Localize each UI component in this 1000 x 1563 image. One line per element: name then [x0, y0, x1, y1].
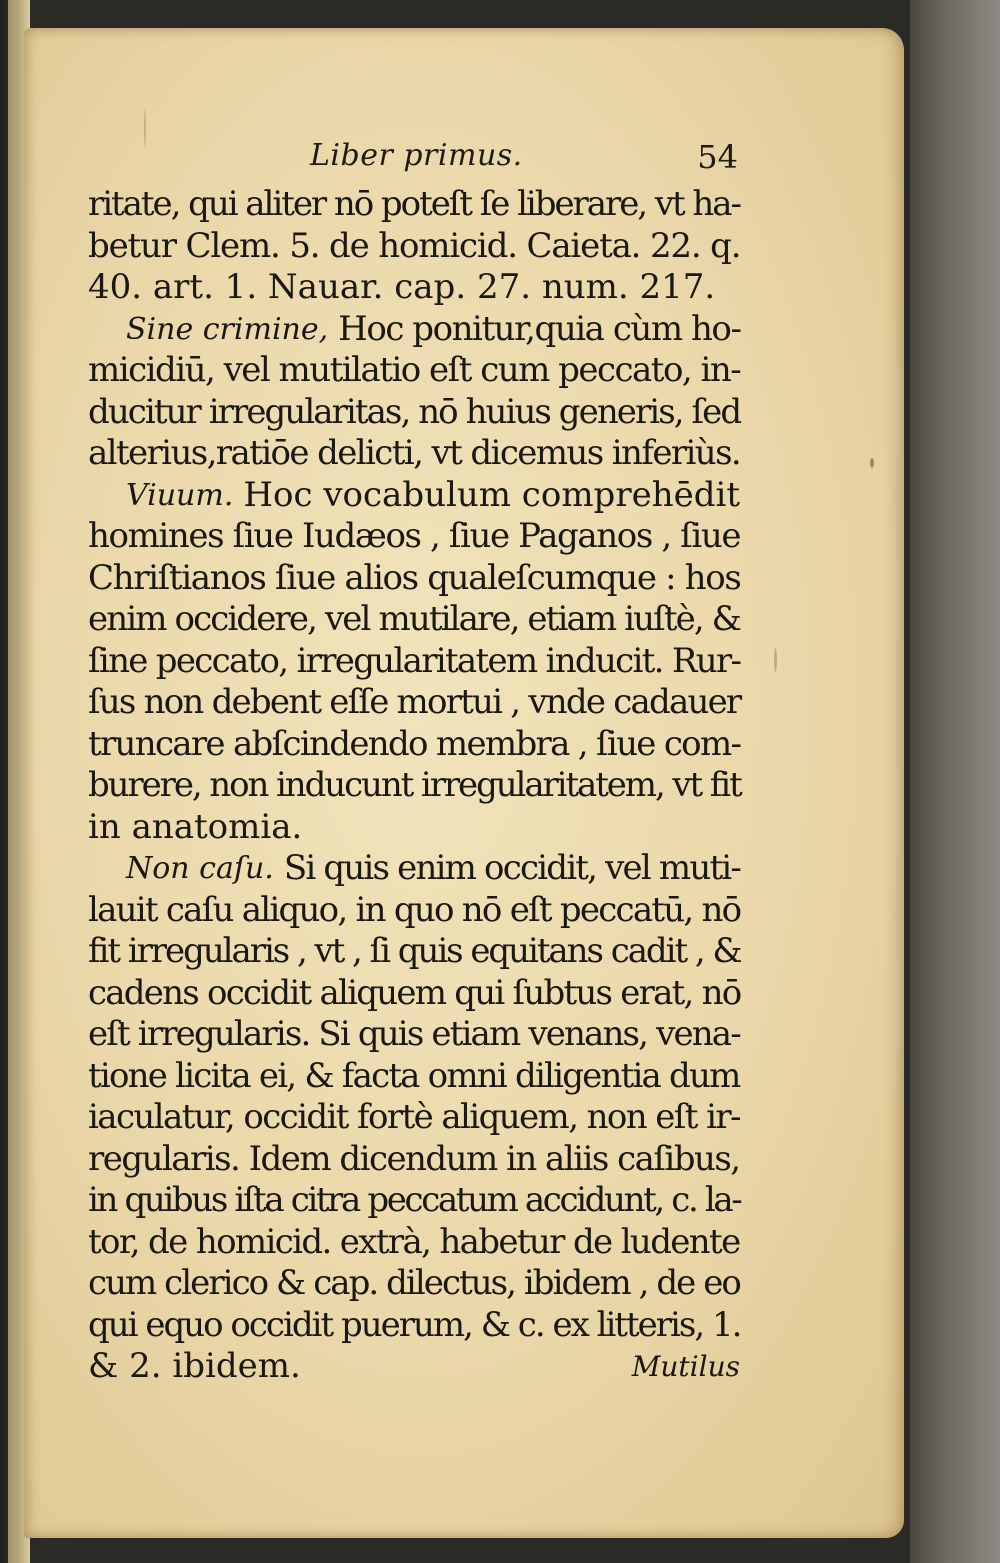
text-line: in quibus iſta citra peccatum accidunt, c. la- — [88, 1180, 741, 1220]
running-title: Liber primus. — [310, 138, 523, 173]
text-line: cum clerico & cap. dilectus, ibidem , de eo — [88, 1263, 740, 1303]
text-line: eſt irregularis. Si quis etiam venans, vena- — [88, 1014, 740, 1054]
lemma-viuum: Viuum. — [126, 477, 234, 513]
running-head — [88, 138, 738, 178]
text-line: Chriſtianos ſiue alios qualeſcumque : hos — [88, 557, 741, 598]
text-line: enim occidere, vel mutilare, etiam iuſtè, & — [88, 599, 741, 639]
text-line: ritate, qui aliter nō poteſt ſe liberare, vt ha- — [88, 184, 740, 224]
text-line: lauit caſu aliquo, in quo nō eſt peccatū, nō — [88, 889, 741, 930]
scan-background-right — [910, 0, 1000, 1563]
text-line: homines ſiue Iudæos , ſiue Paganos , ſiue — [88, 516, 741, 556]
paper-blemish — [870, 458, 874, 468]
paragraph-first-line: Viuum. Hoc vocabulum comprehēdit — [126, 474, 741, 515]
lemma-non-casu: Non caſu. — [126, 851, 274, 886]
text-line: 40. art. 1. Nauar. cap. 27. num. 217. — [88, 267, 716, 307]
text-line: burere, non inducunt irregularitatem, vt fit — [88, 765, 741, 805]
text-line: truncare abſcindendo membra , ſiue com- — [88, 723, 741, 764]
text-line: qui equo occidit puerum, & c. ex litteris, 1. — [88, 1304, 741, 1345]
paragraph-first-line: Sine crimine, Hoc ponitur,quia cùm ho- — [126, 308, 741, 349]
text-line: fit irregularis , vt , ſi quis equitans cadit , & — [88, 931, 741, 971]
body-text — [88, 184, 740, 1388]
lemma-sine-crimine: Sine crimine, — [126, 311, 329, 347]
text-line: alterius,ratiōe delicti, vt dicemus inferiùs. — [88, 433, 741, 473]
text-line: regularis. Idem dicendum in aliis caſibus, — [88, 1138, 740, 1179]
text-line: betur Clem. 5. de homicid. Caieta. 22. q. — [88, 225, 741, 266]
text-line: in anatomia. — [88, 806, 303, 847]
text-line: tor, de homicid. extrà, habetur de ludente — [88, 1221, 740, 1262]
closing-text: & 2. ibidem. — [88, 1346, 301, 1386]
paper-blemish — [774, 648, 777, 672]
catchword: Mutilus — [631, 1350, 740, 1383]
text-line: micidiū, vel mutilatio eſt cum peccato, in- — [88, 350, 741, 390]
paragraph-first-line: Non caſu. Si quis enim occidit, vel muti- — [126, 848, 741, 888]
text-line: ducitur irregularitas, nō huius generis, ſed — [88, 391, 741, 432]
text-line: ſine peccato, irregularitatem inducit. Rur- — [88, 640, 741, 681]
text-line: tione licita ei, & facta omni diligentia dum — [88, 1055, 740, 1096]
text-line: iaculatur, occidit fortè aliquem, non eſt ir- — [88, 1097, 740, 1137]
text-line: ſus non debent eſſe mortui , vnde cadauer — [88, 682, 741, 722]
text-line: cadens occidit aliquem qui ſubtus erat, nō — [88, 972, 741, 1013]
page-number: 54 — [697, 138, 738, 176]
closing-line — [88, 1346, 740, 1388]
